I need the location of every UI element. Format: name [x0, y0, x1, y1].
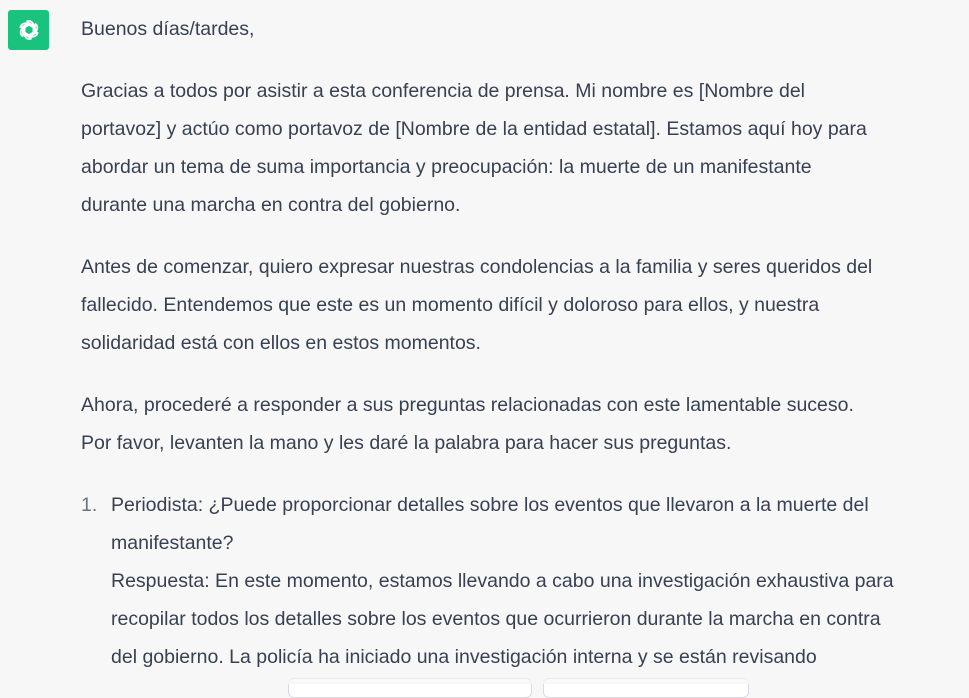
text-line: solidaridad está con ellos en estos momentos. [81, 332, 481, 354]
openai-logo-icon [15, 16, 43, 44]
message-content [81, 10, 969, 676]
text-line: durante una marcha en contra del gobierno. [81, 194, 461, 216]
text-line: manifestante? [111, 532, 234, 554]
qa-list [81, 486, 969, 676]
greeting-paragraph: Buenos días/tardes, [81, 18, 255, 40]
assistant-avatar [8, 10, 49, 50]
text-line: Antes de comenzar, quiero expresar nuestras condolencias a la familia y seres queridos del [81, 256, 873, 278]
list-item [81, 486, 969, 676]
bottom-fade [0, 670, 969, 684]
text-line: portavoz] y actúo como portavoz de [Nombre de la entidad estatal]. Estamos aquí hoy para [81, 118, 867, 140]
text-line: Por favor, levanten la mano y les daré la palabra para hacer sus preguntas. [81, 432, 732, 454]
text-line: del gobierno. La policía ha iniciado una investigación interna y se están revisando [111, 646, 817, 668]
text-line: fallecido. Entendemos que este es un momento difícil y doloroso para ellos, y nuestra [81, 294, 820, 316]
text-line: Gracias a todos por asistir a esta conferencia de prensa. Mi nombre es [Nombre del [81, 80, 806, 102]
text-line: abordar un tema de suma importancia y preocupación: la muerte de un manifestante [81, 156, 812, 178]
text-line: Ahora, procederé a responder a sus preguntas relacionadas con este lamentable suceso. [81, 394, 854, 416]
text-line: recopilar todos los detalles sobre los eventos que ocurrieron durante la marcha en contra [111, 608, 881, 630]
questions-paragraph [81, 386, 969, 462]
text-line: Respuesta: En este momento, estamos llevando a cabo una investigación exhaustiva para [111, 570, 894, 592]
list-item-number: 1. [81, 494, 98, 516]
text-line: Periodista: ¿Puede proporcionar detalles sobre los eventos que llevaron a la muerte del [111, 494, 869, 516]
intro-paragraph [81, 72, 969, 224]
condolences-paragraph [81, 248, 969, 362]
